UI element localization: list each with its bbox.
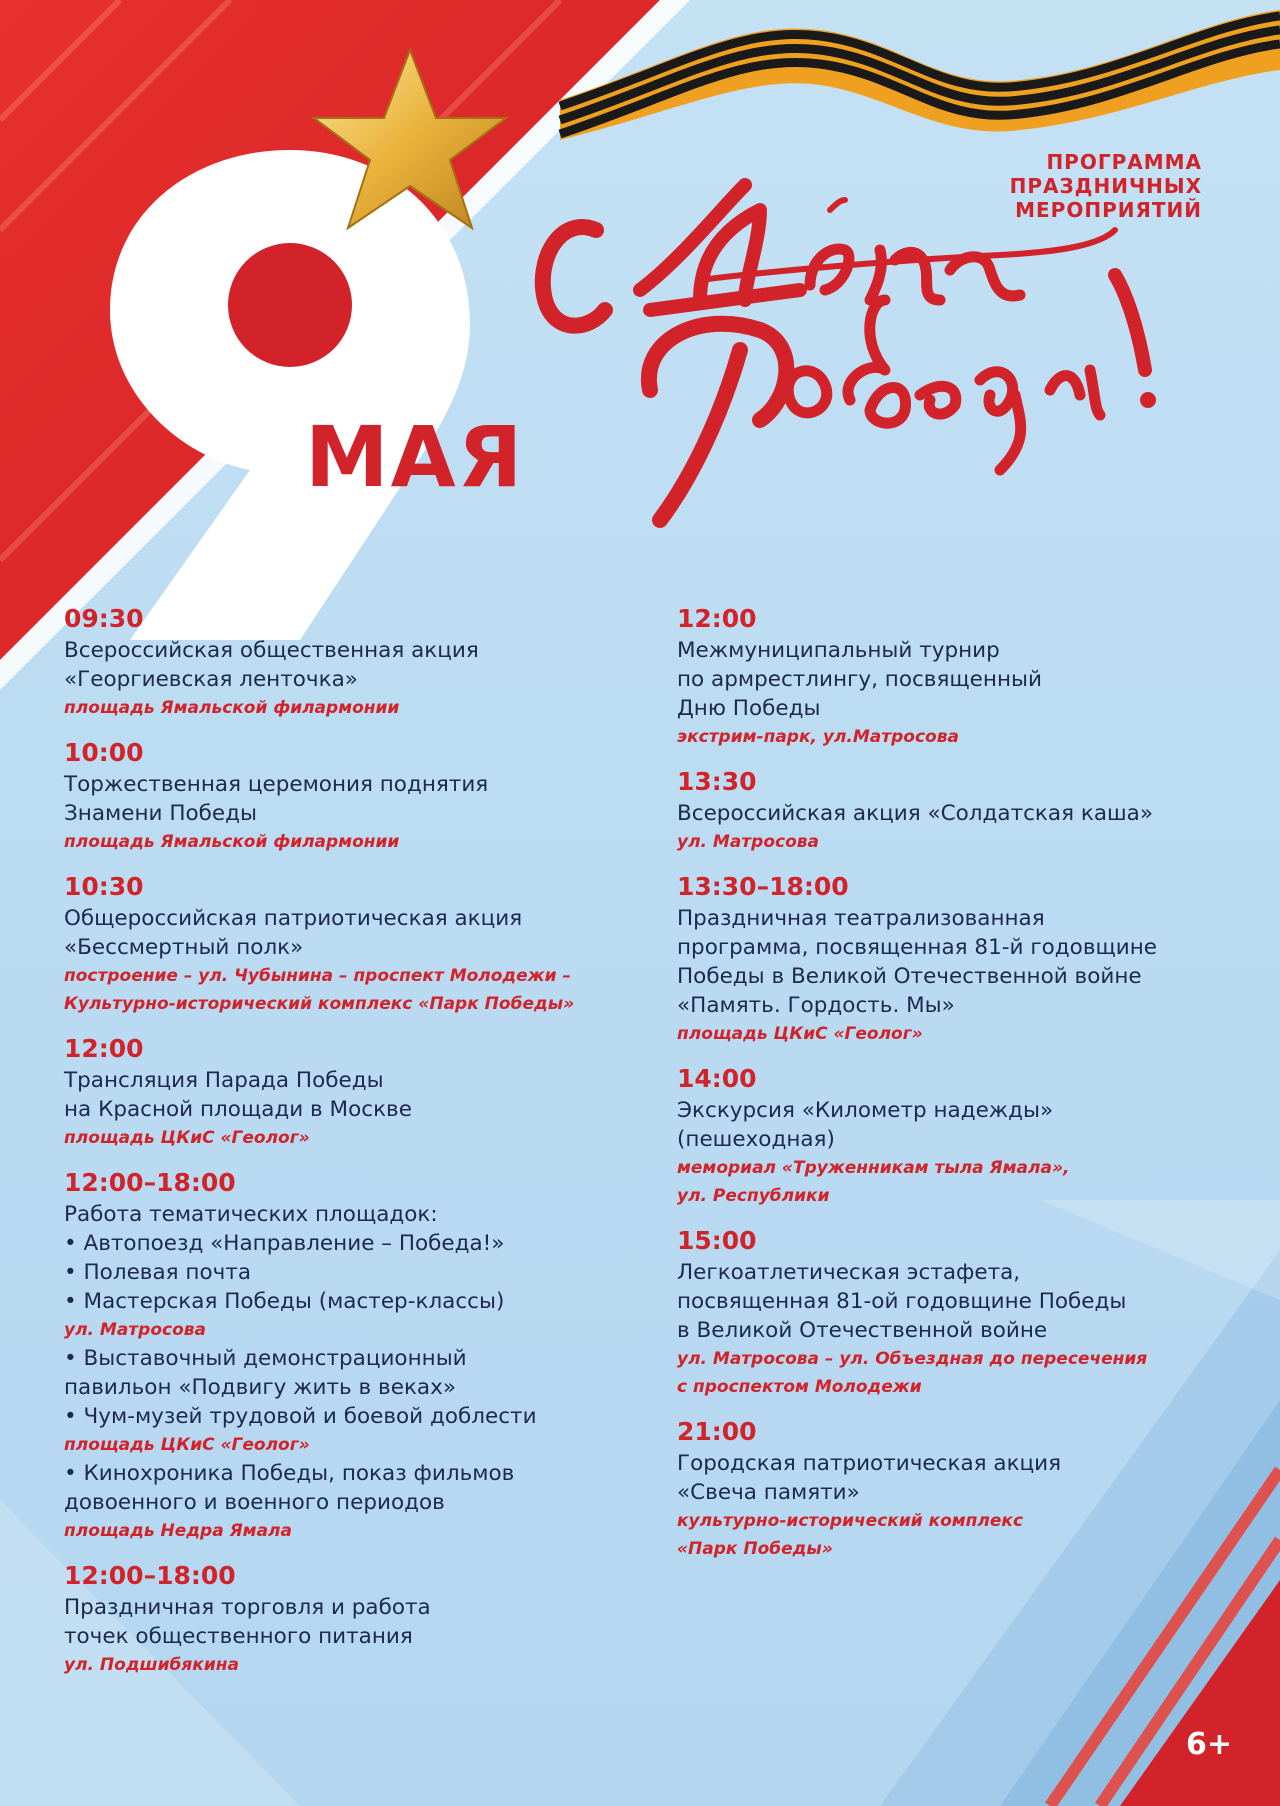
event-title-line: по армрестлингу, посвященный bbox=[677, 667, 1042, 692]
event-location-line: построение – ул. Чубынина – проспект Молодежи – bbox=[64, 966, 571, 986]
event-time: 12:00 bbox=[677, 604, 757, 633]
event-item bbox=[64, 1034, 664, 1152]
event-location-line: культурно-исторический комплекс bbox=[677, 1511, 1024, 1531]
event-location bbox=[677, 1345, 1237, 1401]
event-title-line: Городская патриотическая акция bbox=[677, 1451, 1062, 1476]
event-title-line: (пешеходная) bbox=[677, 1127, 835, 1152]
event-location-line: с проспектом Молодежи bbox=[677, 1377, 922, 1397]
event-location-line: экстрим-парк, ул.Матросова bbox=[677, 727, 959, 747]
event-location bbox=[64, 962, 664, 1018]
event-title-line: в Великой Отечественной войне bbox=[677, 1318, 1048, 1343]
event-location bbox=[64, 694, 664, 722]
event-location-line: ул. Подшибякина bbox=[64, 1655, 239, 1675]
event-title-line: Легкоатлетическая эстафета, bbox=[677, 1260, 1021, 1285]
ribbon bbox=[560, 10, 1280, 140]
event-location bbox=[677, 828, 1237, 856]
event-title bbox=[64, 1344, 664, 1431]
event-list-item: • Кинохроника Победы, показ фильмов bbox=[64, 1461, 515, 1486]
event-title bbox=[677, 636, 1237, 723]
event-location bbox=[677, 723, 1237, 751]
event-title bbox=[677, 799, 1237, 828]
event-location-line: площадь Недра Ямала bbox=[64, 1521, 292, 1541]
event-title-line: Трансляция Парада Победы bbox=[64, 1068, 384, 1093]
event-title-line: «Бессмертный полк» bbox=[64, 935, 304, 960]
age-rating-badge: 6+ bbox=[1185, 1727, 1232, 1762]
event-title-line: Всероссийская общественная акция bbox=[64, 638, 479, 663]
event-title-line: «Георгиевская ленточка» bbox=[64, 667, 358, 692]
event-item bbox=[677, 767, 1237, 856]
event-location-line: ул. Матросова bbox=[64, 1320, 206, 1340]
event-title-line: Знамени Победы bbox=[64, 801, 257, 826]
event-title bbox=[64, 1200, 664, 1316]
event-location-line: ул. Республики bbox=[677, 1186, 830, 1206]
event-location bbox=[677, 1154, 1237, 1210]
event-title-line: Праздничная театрализованная bbox=[677, 906, 1045, 931]
event-location-line: «Парк Победы» bbox=[677, 1539, 833, 1559]
event-location bbox=[677, 1020, 1237, 1048]
event-item bbox=[64, 738, 664, 856]
event-title-line: «Свеча памяти» bbox=[677, 1480, 860, 1505]
event-location bbox=[64, 828, 664, 856]
event-title-line: Межмуниципальный турнир bbox=[677, 638, 1000, 663]
event-title-line: Экскурсия «Километр надежды» bbox=[677, 1098, 1054, 1123]
event-item bbox=[677, 1417, 1237, 1563]
event-time: 12:00–18:00 bbox=[64, 1168, 236, 1197]
event-title-line: Работа тематических площадок: bbox=[64, 1202, 438, 1227]
event-location bbox=[64, 1651, 664, 1679]
event-title bbox=[64, 636, 664, 694]
event-location-line: площадь ЦКиС «Геолог» bbox=[677, 1024, 923, 1044]
event-time: 12:00–18:00 bbox=[64, 1561, 236, 1590]
event-time: 14:00 bbox=[677, 1064, 757, 1093]
program-title: ПРОГРАММА ПРАЗДНИЧНЫХ МЕРОПРИЯТИЙ bbox=[1009, 150, 1202, 222]
event-location-line: площадь Ямальской филармонии bbox=[64, 698, 400, 718]
event-title bbox=[64, 1593, 664, 1651]
event-time: 10:30 bbox=[64, 872, 144, 901]
event-title-line: Праздничная торговля и работа bbox=[64, 1595, 431, 1620]
event-title bbox=[677, 1096, 1237, 1154]
event-location-line: Культурно-исторический комплекс «Парк Победы» bbox=[64, 994, 575, 1014]
event-list-item: довоенного и военного периодов bbox=[64, 1490, 445, 1515]
event-location-line: ул. Матросова bbox=[677, 832, 819, 852]
event-time: 21:00 bbox=[677, 1417, 757, 1446]
event-location bbox=[64, 1431, 664, 1459]
event-list-item: • Автопоезд «Направление – Победа!» bbox=[64, 1231, 505, 1256]
event-item bbox=[677, 872, 1237, 1048]
event-item bbox=[64, 1168, 664, 1545]
greeting-script bbox=[543, 185, 1156, 520]
schedule-right-column bbox=[677, 604, 1237, 1579]
event-title bbox=[677, 1449, 1237, 1507]
event-title-line: точек общественного питания bbox=[64, 1624, 413, 1649]
event-location bbox=[64, 1517, 664, 1545]
event-location-line: площадь ЦКиС «Геолог» bbox=[64, 1435, 310, 1455]
event-title bbox=[677, 1258, 1237, 1345]
event-location bbox=[64, 1316, 664, 1344]
event-item bbox=[677, 1226, 1237, 1401]
month-label: МАЯ bbox=[305, 408, 525, 506]
event-title bbox=[64, 1066, 664, 1124]
event-location-line: ул. Матросова – ул. Объездная до пересечения bbox=[677, 1349, 1148, 1369]
event-title bbox=[64, 770, 664, 828]
event-time: 12:00 bbox=[64, 1034, 144, 1063]
event-time: 13:30 bbox=[677, 767, 757, 796]
event-title-line: Торжественная церемония поднятия bbox=[64, 772, 489, 797]
event-title-line: Всероссийская акция «Солдатская каша» bbox=[677, 801, 1154, 826]
event-title-line: «Память. Гордость. Мы» bbox=[677, 993, 955, 1018]
schedule-left-column bbox=[64, 604, 664, 1695]
event-item bbox=[64, 1561, 664, 1679]
event-title-line: программа, посвященная 81-й годовщине bbox=[677, 935, 1158, 960]
event-title bbox=[64, 904, 664, 962]
big-nine-graphic bbox=[110, 150, 470, 640]
event-location bbox=[64, 1124, 664, 1152]
event-list-item: • Полевая почта bbox=[64, 1260, 252, 1285]
event-item bbox=[64, 604, 664, 722]
event-time: 09:30 bbox=[64, 604, 144, 633]
event-list-item: • Мастерская Победы (мастер-классы) bbox=[64, 1289, 505, 1314]
event-location bbox=[677, 1507, 1237, 1563]
event-location-line: площадь Ямальской филармонии bbox=[64, 832, 400, 852]
event-list-item: павильон «Подвигу жить в веках» bbox=[64, 1375, 456, 1400]
event-item bbox=[677, 604, 1237, 751]
event-title-line: Дню Победы bbox=[677, 696, 821, 721]
event-time: 15:00 bbox=[677, 1226, 757, 1255]
event-title-line: Общероссийская патриотическая акция bbox=[64, 906, 523, 931]
event-title-line: посвященная 81-ой годовщине Победы bbox=[677, 1289, 1127, 1314]
event-list-item: • Выставочный демонстрационный bbox=[64, 1346, 467, 1371]
event-title-line: Победы в Великой Отечественной войне bbox=[677, 964, 1142, 989]
event-title bbox=[64, 1459, 664, 1517]
event-item bbox=[64, 872, 664, 1018]
event-title bbox=[677, 904, 1237, 1020]
event-location-line: мемориал «Труженникам тыла Ямала», bbox=[677, 1158, 1070, 1178]
event-item bbox=[677, 1064, 1237, 1210]
event-title-line: на Красной площади в Москве bbox=[64, 1097, 412, 1122]
event-time: 10:00 bbox=[64, 738, 144, 767]
event-list-item: • Чум-музей трудовой и боевой доблести bbox=[64, 1404, 537, 1429]
event-time: 13:30–18:00 bbox=[677, 872, 849, 901]
event-location-line: площадь ЦКиС «Геолог» bbox=[64, 1128, 310, 1148]
